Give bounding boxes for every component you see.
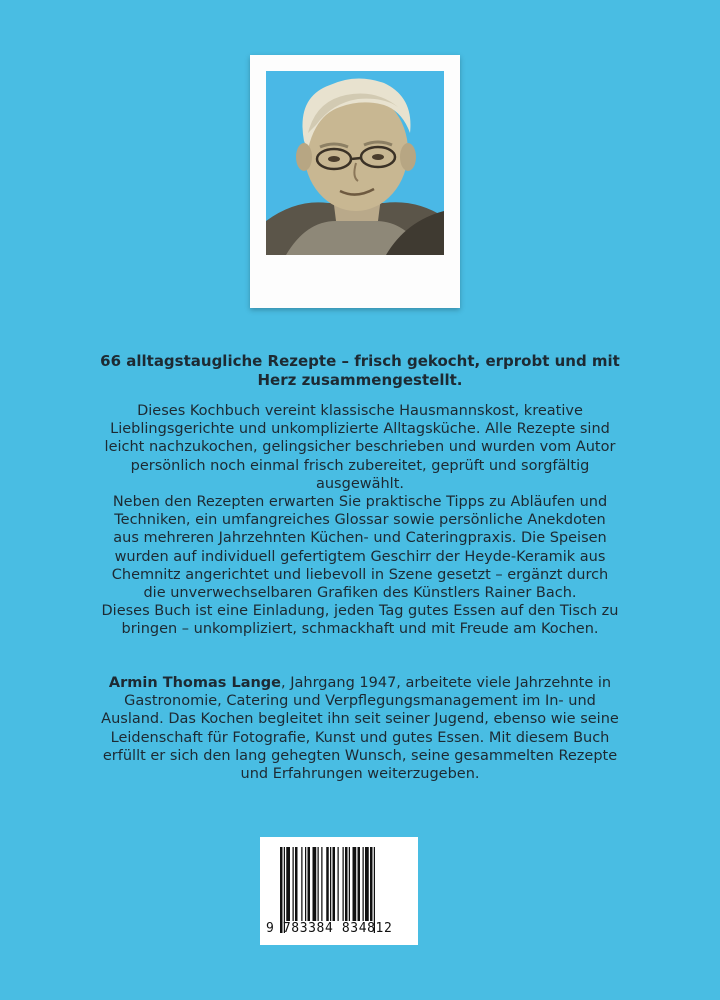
barcode-bar [333, 847, 336, 921]
barcode-bar [313, 847, 317, 921]
author-bio [100, 674, 620, 783]
barcode-bar [308, 847, 311, 921]
barcode-bar [286, 847, 290, 921]
barcode-bar [343, 847, 344, 921]
isbn-barcode [260, 837, 418, 945]
author-bio-text: , Jahrgang 1947, arbeitete viele Jahrzehnte in Gastronomie, Catering und Verpflegungsmanagement im In- und Ausland. Das Kochen begleitet ihn seit seiner Jugend, ebenso wie seine Leidenschaft für Fotografie, Kunst und gutes Essen. Mit diesem Buch erfüllt er sich den lang gehegten Wunsch, seine gesammelten Rezepte und Erfahrungen weiterzugeben. [101, 675, 619, 783]
barcode-bar [293, 847, 294, 921]
barcode-bar [358, 847, 361, 921]
barcode-bar [301, 847, 302, 921]
barcode-bar [370, 847, 373, 921]
barcode-bar [363, 847, 364, 921]
description-paragraph: Neben den Rezepten erwarten Sie praktische Tipps zu Abläufen und Techniken, ein umfangreiches Glossar sowie persönliche Anekdoten aus mehreren Jahrzehnten Küchen- und Cateringpraxis. Die Speisen wurden auf individuell gefertigtem Geschirr der Heyde-Keramik aus Chemnitz angerichtet und liebevoll in Szene gesetzt – ergänzt durch die unverwechselbaren Grafiken des Künstlers Rainer Bach. [111, 494, 609, 602]
barcode-bar [365, 847, 369, 921]
description-paragraph: Dieses Buch ist eine Einladung, jeden Tag gutes Essen auf den Tisch zu bringen – unkompliziert, schmackhaft und mit Freude am Kochen. [101, 603, 619, 638]
headline: 66 alltagstaugliche Rezepte – frisch gekocht, erprobt und mit Herz zusammengestellt. [100, 352, 620, 389]
barcode-bar [305, 847, 306, 921]
barcode-bar [326, 847, 329, 921]
barcode-bar [349, 847, 350, 921]
barcode-bar [353, 847, 357, 921]
barcode-bar [321, 847, 322, 921]
barcode-bar [330, 847, 331, 921]
barcode-bar [338, 847, 339, 921]
description [100, 402, 620, 639]
barcode-bar [318, 847, 319, 921]
barcode-bar [295, 847, 298, 921]
author-photo [266, 71, 444, 255]
description-paragraph: Dieses Kochbuch vereint klassische Hausmannskost, kreative Lieblingsgerichte und unkomplizierte Alltagsküche. Alle Rezepte sind leicht nachzukochen, gelingsicher beschrieben und wurden vom Autor persönlich noch einmal frisch zubereitet, geprüft und sorgfältig ausgewählt. [104, 403, 616, 492]
author-name: Armin Thomas Lange [108, 675, 282, 691]
author-photo-frame [250, 55, 460, 308]
barcode-bar [345, 847, 348, 921]
isbn-digits: 9 783384 834812 [266, 921, 393, 936]
